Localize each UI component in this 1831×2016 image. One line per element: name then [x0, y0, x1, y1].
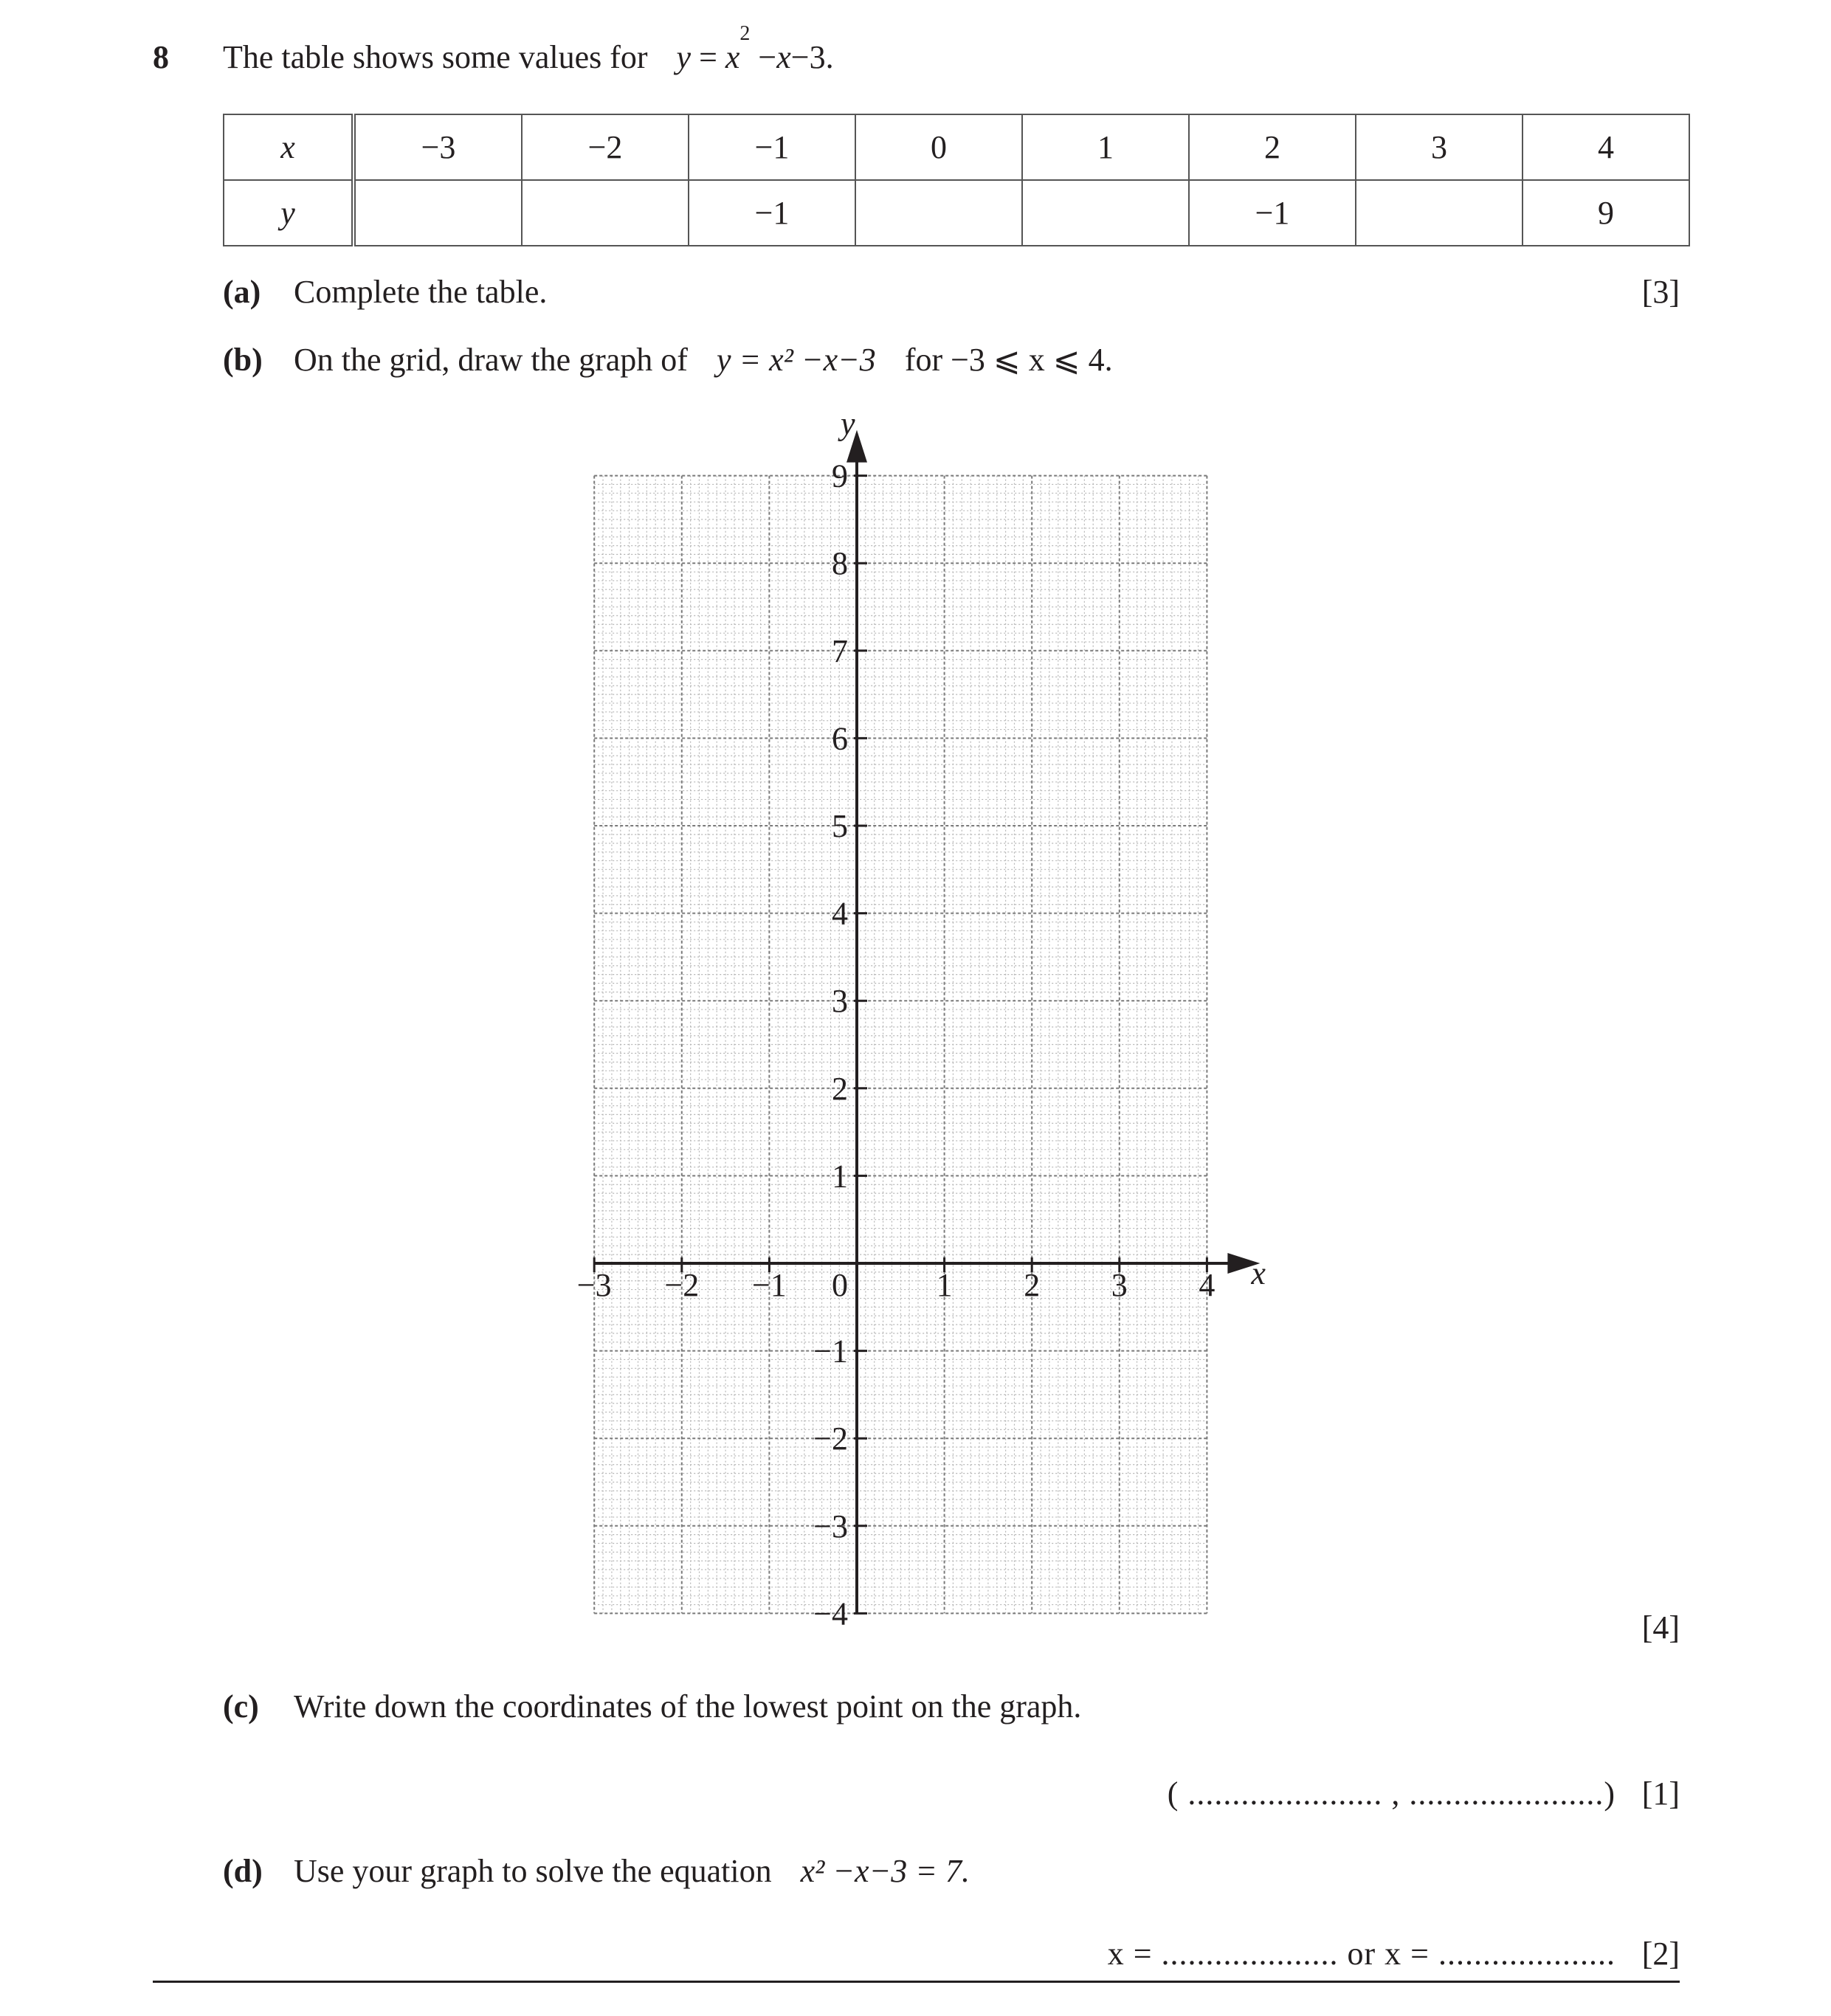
- x-tick-label: −3: [576, 1267, 612, 1303]
- x-tick-label: 3: [1111, 1267, 1128, 1303]
- x-tick-label: −2: [664, 1267, 700, 1303]
- bottom-rule: [153, 1981, 1680, 1983]
- intro-text: The table shows some values for: [223, 39, 648, 75]
- intro-equation: $y = x^2 -x-3$.: [676, 22, 834, 75]
- table-cell: 0: [855, 114, 1022, 180]
- part-b-marks: [4]: [1641, 1609, 1680, 1646]
- table-cell: 4: [1523, 114, 1689, 180]
- part-d-marks: [2]: [1641, 1936, 1680, 1972]
- part-a-marks: [3]: [1641, 274, 1680, 310]
- part-d-text: Use your graph to solve the equation x² −x−3 = 7.: [294, 1853, 970, 1889]
- y-tick-label: 7: [832, 632, 848, 669]
- table-cell: 9: [1523, 180, 1689, 246]
- y-tick-label: 3: [832, 983, 848, 1020]
- table-header-x: x: [224, 114, 354, 180]
- y-tick-label: 1: [832, 1158, 848, 1195]
- part-b-label: (b): [223, 342, 263, 378]
- part-d-label: (d): [223, 1853, 263, 1889]
- y-tick-label: 2: [832, 1070, 848, 1107]
- y-tick-label: 5: [832, 808, 848, 844]
- y-tick-label: 9: [832, 458, 848, 494]
- x-tick-label: 4: [1199, 1267, 1216, 1303]
- table-cell: −1: [1189, 180, 1356, 246]
- x-tick-label: 2: [1024, 1267, 1041, 1303]
- table-cell: 3: [1356, 114, 1523, 180]
- x-tick-label: 1: [936, 1267, 953, 1303]
- part-a-label: (a): [223, 274, 261, 310]
- y-tick-label: −4: [813, 1595, 848, 1632]
- question-number: 8: [153, 39, 169, 75]
- part-c-label: (c): [223, 1688, 259, 1725]
- y-tick-label: −2: [813, 1420, 848, 1457]
- y-tick-label: 8: [832, 545, 848, 582]
- table-cell: −2: [522, 114, 689, 180]
- table-cell: −1: [689, 180, 855, 246]
- part-c-answer-line[interactable]: ( ...................... , ......................): [1167, 1775, 1616, 1812]
- part-b-text: On the grid, draw the graph of y = x² −x−3 for −3 ⩽ x ⩽ 4.: [294, 342, 1113, 378]
- part-d-equation: x² −x−3 = 7.: [800, 1853, 970, 1889]
- x-axis-label: x: [1251, 1255, 1266, 1291]
- y-tick-label: −1: [813, 1333, 848, 1370]
- x-tick-label: 0: [832, 1267, 848, 1303]
- part-d-answer-line[interactable]: x = .................... or x = ....................: [1107, 1936, 1616, 1972]
- table-cell: −1: [689, 114, 855, 180]
- part-c-text: Write down the coordinates of the lowest point on the graph.: [294, 1688, 1082, 1725]
- table-cell: 1: [1022, 114, 1189, 180]
- y-tick-label: 4: [832, 895, 848, 932]
- part-b-equation: y = x² −x−3: [716, 342, 876, 378]
- y-axis-label: y: [841, 405, 855, 442]
- part-b-range: for −3 ⩽ x ⩽ 4.: [904, 342, 1113, 378]
- table-cell: −3: [354, 114, 522, 180]
- y-tick-label: 6: [832, 720, 848, 757]
- x-tick-label: −1: [751, 1267, 787, 1303]
- table-cell: 2: [1189, 114, 1356, 180]
- part-a-text: Complete the table.: [294, 274, 548, 310]
- table-header-y: y: [224, 180, 354, 246]
- y-tick-label: −3: [813, 1508, 848, 1544]
- part-c-marks: [1]: [1641, 1775, 1680, 1812]
